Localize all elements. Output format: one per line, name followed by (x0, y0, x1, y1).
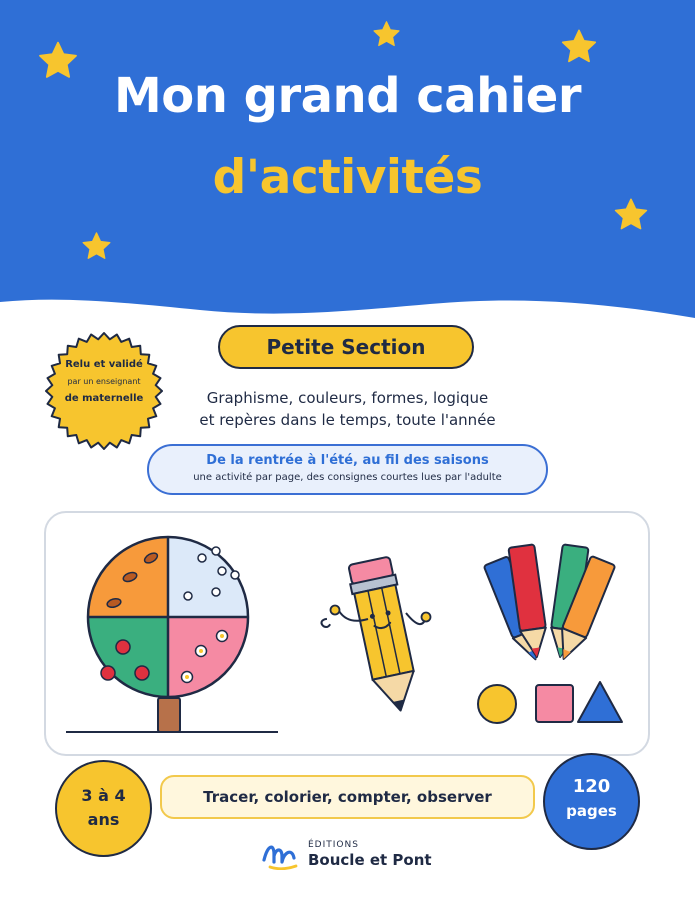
publisher-logo (262, 836, 462, 876)
pages-label: pages (566, 802, 617, 820)
star-icon (372, 20, 401, 49)
triangle-icon (578, 682, 622, 722)
illustration-panel (44, 511, 650, 756)
pencil-hand-left (331, 606, 340, 615)
seasons-banner (147, 444, 548, 495)
level-pill: Petite Section (218, 325, 474, 369)
subtitle (150, 387, 545, 431)
title-line-2: d'activités (212, 150, 483, 205)
square-icon (536, 685, 573, 722)
publisher-name: Boucle et Pont (308, 851, 432, 869)
star-icon (81, 231, 112, 262)
pages-badge (543, 753, 640, 850)
age-unit: ans (87, 810, 120, 829)
publisher-label: ÉDITIONS (308, 840, 359, 850)
pencil-hand-right (422, 613, 431, 622)
subtitle-line-1: Graphisme, couleurs, formes, logique (206, 389, 489, 407)
colored-pencils-icon (484, 544, 616, 664)
activities-banner: Tracer, colorier, compter, observer (160, 775, 535, 819)
title-line-1: Mon grand cahier (114, 68, 581, 124)
age-text (57, 784, 150, 832)
badge-line-3: de maternelle (64, 393, 144, 404)
badge-line-2: par un enseignant (67, 377, 141, 386)
smiling-pencil-icon (311, 556, 423, 723)
four-seasons-tree-icon (66, 537, 278, 732)
subtitle-line-2: et repères dans le temps, toute l'année (199, 411, 496, 429)
badge-line-1: Relu et validé (65, 359, 143, 370)
seasons-sub-text: une activité par page, des consignes courtes lues par l'adulte (193, 472, 502, 483)
publisher-loop-icon (262, 842, 302, 870)
badge-text (43, 356, 165, 407)
pages-count: 120 (572, 776, 611, 797)
seasons-main-text: De la rentrée à l'été, au fil des saisons (206, 453, 489, 468)
age-badge (55, 760, 152, 857)
age-range: 3 à 4 (81, 786, 126, 805)
star-icon (560, 28, 598, 66)
circle-icon (478, 685, 516, 723)
